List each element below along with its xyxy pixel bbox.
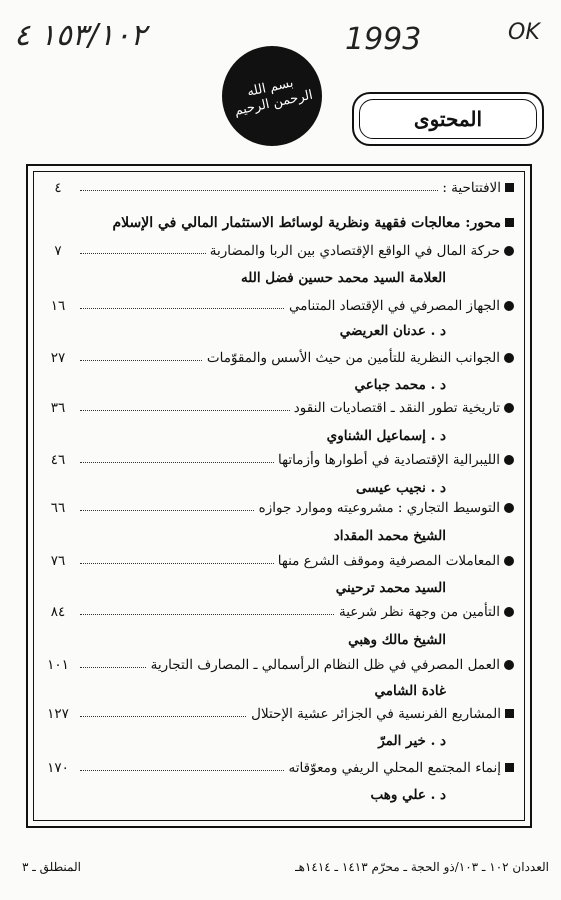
footer-issue-info: العددان ١٠٢ ـ ١٠٣/ذو الحجة ـ محرّم ١٤١٣ ـ ١٤١٤هـ — [295, 860, 549, 874]
calligraphy-seal — [222, 46, 322, 146]
toc-page-number: ٧ — [40, 243, 76, 259]
section-header — [40, 215, 514, 231]
handwritten-year: 1993 — [345, 22, 422, 57]
toc-entry — [40, 657, 514, 679]
toc-page-number: ٤ — [40, 180, 76, 196]
toc-entry — [40, 706, 514, 728]
toc-entry — [40, 243, 514, 265]
page-title: المحتوى — [413, 107, 483, 131]
round-bullet-icon — [504, 301, 514, 311]
square-bullet-icon — [505, 709, 514, 718]
toc-entry-text: الليبرالية الإقتصادية في أطوارها وأزماتها — [278, 452, 500, 468]
toc-entry-title — [274, 452, 514, 468]
toc-entry-title — [147, 657, 514, 673]
toc-entry-title — [274, 553, 514, 569]
toc-page-number: ١٦ — [40, 298, 76, 314]
toc-entry-title — [438, 180, 514, 196]
toc-entry-title — [335, 604, 514, 620]
toc-entry-title — [290, 400, 514, 416]
toc-entry-text: المعاملات المصرفية وموقف الشرع منها — [277, 553, 500, 569]
toc-page-number: ٣٦ — [40, 400, 76, 416]
footer-page-label: المنطلق ـ ٣ — [22, 860, 81, 874]
toc-entry-text: حركة المال في الواقع الإقتصادي بين الربا والمضاربة — [209, 243, 500, 259]
toc-entry-title — [285, 298, 514, 314]
handwritten-ok-mark: OK — [508, 20, 540, 45]
toc-entry-title — [247, 706, 514, 722]
article-author: السيد محمد ترحيني — [335, 580, 446, 596]
toc-entry-text: تاريخية تطور النقد ـ اقتصاديات النقود — [293, 400, 500, 416]
article-author: د . إسماعيل الشناوي — [326, 428, 446, 444]
article-author: الشيخ مالك وهبي — [348, 632, 446, 648]
toc-page-number: ٦٦ — [40, 500, 76, 516]
article-author: د . نجيب عيسى — [355, 480, 446, 496]
toc-entry-title — [203, 350, 514, 366]
toc-entry — [40, 604, 514, 626]
seal-text: بسم الله الرحمن الرحيم — [233, 75, 315, 119]
toc-entry-text: المشاريع الفرنسية في الجزائر عشية الإحتلال — [251, 706, 501, 722]
toc-page-number: ٨٤ — [40, 604, 76, 620]
toc-entry-text: العمل المصرفي في ظل النظام الرأسمالي ـ المصارف التجارية — [150, 657, 500, 673]
article-author: د . عدنان العريضي — [339, 323, 446, 339]
toc-page-number: ٤٦ — [40, 452, 76, 468]
article-author: د . خير المرّ — [378, 733, 446, 749]
toc-entry — [40, 180, 514, 202]
toc-entry-title — [255, 500, 514, 516]
toc-entry — [40, 452, 514, 474]
toc-entry-title — [285, 760, 514, 776]
round-bullet-icon — [504, 403, 514, 413]
toc-entry-text: التأمين من وجهة نظر شرعية — [338, 604, 500, 620]
toc-entry — [40, 350, 514, 372]
toc-page-number: ١٧٠ — [40, 760, 76, 776]
toc-entry-text: الجوانب النظرية للتأمين من حيث الأسس والمقوّمات — [206, 350, 500, 366]
toc-page-number: ٧٦ — [40, 553, 76, 569]
toc-entry — [40, 553, 514, 575]
toc-entry-text: التوسيط التجاري : مشروعيته وموارد جوازه — [258, 500, 500, 516]
contents-title-box — [352, 92, 544, 146]
article-author: د . علي وهب — [370, 787, 446, 803]
round-bullet-icon — [504, 660, 514, 670]
toc-entry — [40, 400, 514, 422]
toc-page-number: ٢٧ — [40, 350, 76, 366]
round-bullet-icon — [504, 353, 514, 363]
toc-entry — [40, 500, 514, 522]
toc-entry-text: إنماء المجتمع المحلي الريفي ومعوّقاته — [288, 760, 501, 776]
article-author: د . محمد جباعي — [354, 377, 446, 393]
round-bullet-icon — [504, 556, 514, 566]
toc-page-number: ١٢٧ — [40, 706, 76, 722]
toc-entry-text: الافتتاحية : — [442, 180, 501, 196]
toc-entry-text: الجهاز المصرفي في الإقتصاد المتنامي — [288, 298, 500, 314]
square-bullet-icon — [505, 763, 514, 772]
square-bullet-icon — [505, 218, 514, 227]
round-bullet-icon — [504, 455, 514, 465]
section-header-text: محور: معالجات فقهية ونظرية لوسائط الاستثمار المالي في الإسلام — [112, 215, 501, 231]
handwritten-issue-number: ١٥٣/١٠٢ ٤ — [14, 18, 147, 53]
round-bullet-icon — [504, 503, 514, 513]
square-bullet-icon — [505, 183, 514, 192]
toc-page-number: ١٠١ — [40, 657, 76, 673]
toc-entry-title — [206, 243, 514, 259]
article-author: غادة الشامي — [374, 683, 446, 699]
round-bullet-icon — [504, 607, 514, 617]
article-author: الشيخ محمد المقداد — [333, 528, 446, 544]
article-author: العلامة السيد محمد حسين فضل الله — [241, 270, 446, 286]
toc-entry — [40, 298, 514, 320]
round-bullet-icon — [504, 246, 514, 256]
toc-entry — [40, 760, 514, 782]
